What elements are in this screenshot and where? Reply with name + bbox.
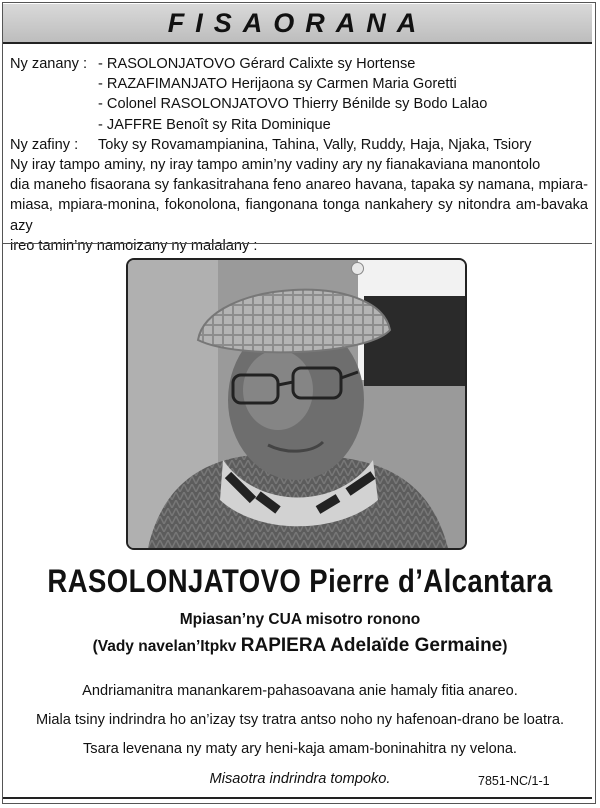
portrait-image (128, 260, 465, 548)
closing-line: Tsara levenana ny maty ary heni-kaja amam-boninahitra ny velona. (83, 741, 517, 757)
footer-rule (3, 797, 592, 799)
reference-code: 7851-NC/1-1 (478, 774, 550, 788)
closing-line: Andriamanitra manankarem-pahasoavana anie hamaly fitia anareo. (82, 683, 518, 699)
grandchildren-list: Toky sy Rovamampianina, Tahina, Vally, Ruddy, Haja, Njaka, Tsiory (98, 136, 532, 153)
deceased-name: RASOLONJATOVO Pierre d’Alcantara (47, 563, 553, 599)
header-rule (3, 42, 592, 44)
notice-title: FISAORANA (167, 8, 428, 38)
photo-pin (351, 262, 364, 275)
child-entry: - RASOLONJATOVO Gérard Calixte sy Hortense (98, 56, 416, 72)
body-line: miasa, mpiara-monina, fokonolona, fiangonana tonga nankahery sy nitondra am-bavaka azy (10, 197, 588, 234)
grandchildren-row (10, 135, 588, 155)
grandchildren-label: Ny zafiny : (10, 136, 79, 153)
header-bar (3, 4, 592, 43)
closing-thanks: Misaotra indrindra tompoko. (209, 771, 391, 787)
spouse-line (0, 635, 600, 657)
closing-line: Miala tsiny indrindra ho an’izay tsy tratra antso noho ny hafenoan-drano be loatra. (35, 712, 565, 728)
child-entry: - RAZAFIMANJATO Herijaona sy Carmen Maria Goretti (98, 76, 457, 93)
spouse-prefix: (Vady navelan’Itpkv (92, 638, 237, 655)
deceased-title: Mpiasan’ny CUA misotro ronono (179, 611, 421, 628)
body-line: dia maneho fisaorana sy fankasitrahana feno anareo havana, tapaka sy namana, mpiara- (10, 177, 588, 194)
child-entry: - JAFFRE Benoît sy Rita Dominique (98, 116, 331, 133)
section-divider (3, 243, 592, 244)
children-row (10, 54, 588, 74)
children-label: Ny zanany : (10, 56, 88, 72)
body-line: ireo tamin’ny namoizany ny malalany : (10, 237, 258, 254)
portrait-photo (126, 258, 467, 550)
spouse-name: RAPIERA Adelaïde Germaine (240, 635, 503, 656)
child-entry: - Colonel RASOLONJATOVO Thierry Bénilde sy Bodo Lalao (98, 96, 488, 113)
spouse-suffix: ) (502, 638, 508, 655)
body-line: Ny iray tampo aminy, ny iray tampo amin’ny vadiny ary ny fianakaviana manontolo (10, 157, 541, 174)
notice-body (10, 54, 588, 256)
